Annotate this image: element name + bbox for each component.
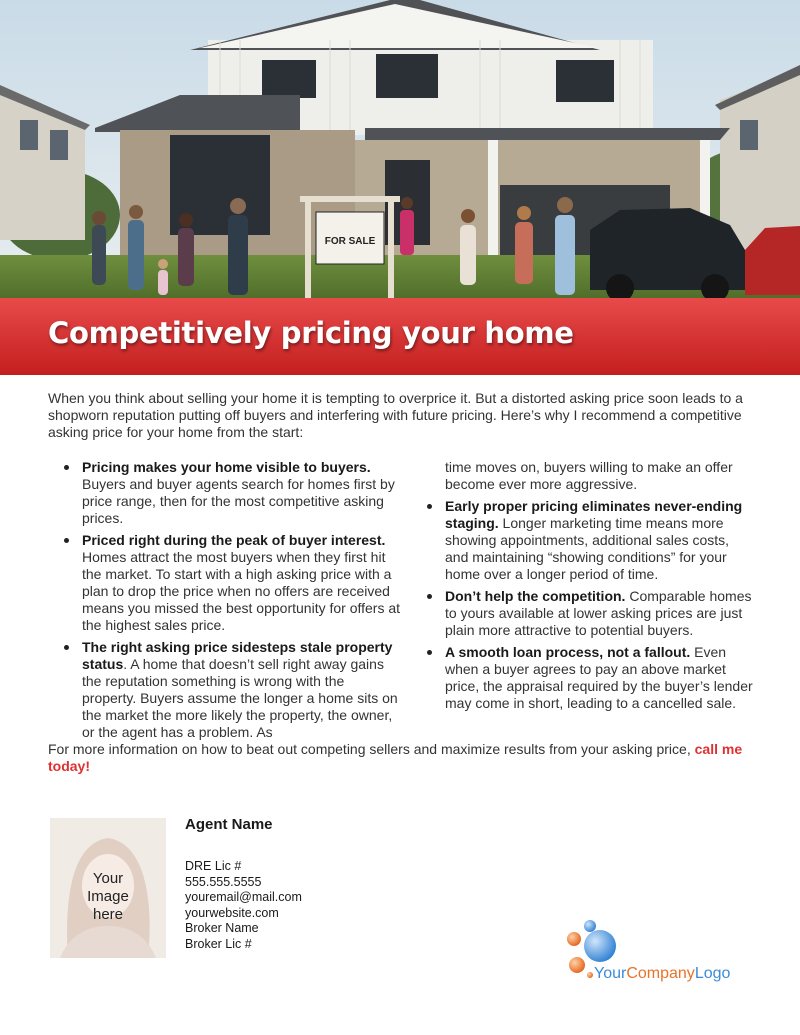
bullets-right-column [425,459,755,717]
broker-license: Broker Lic # [185,936,252,951]
bullet-item [62,532,402,634]
bullet-item [62,459,402,527]
call-to-action: call me today! [48,741,743,774]
bullet-text: Even when a buyer agrees to pay an above market price, the appraisal required by the buyer’s lender may come in short, leading to a cancelled sale. [445,644,753,711]
logo-text-part: Logo [694,965,731,982]
photo-label-line: Your [92,870,124,887]
agent-email: youremail@mail.com [185,890,302,904]
for-sale-sign-text: FOR SALE [324,236,376,247]
bullet-lead: Priced right during the peak of buyer interest. [82,532,386,548]
bullet-text: Comparable homes to yours available at lower asking prices are just plain more attractive to potential buyers. [445,588,752,638]
photo-placeholder-label [50,870,166,924]
intro-paragraph: When you think about selling your home it is tempting to overprice it. But a distorted asking price soon leads to a shopworn reputation putting off buyers and interfering with future pricing. Here’s why I recommend a competitive asking price for your home from the start: [48,390,743,440]
bullet-item [425,588,755,639]
photo-label-line: here [92,906,124,923]
bullet-lead: Don’t help the competition. [445,588,626,604]
bullet-text: Longer marketing time means more showing appointments, additional sales costs, and maintaining “showing conditions” for your home over a longer period of time. [445,515,730,582]
agent-name: Agent Name [185,816,273,833]
bullet-text: Buyers and buyer agents search for homes first by price range, then for the most competitive asking prices. [82,476,395,526]
agent-website: yourwebsite.com [185,905,279,920]
bullets-left-column [62,459,402,746]
bullet-continuation [425,459,755,493]
photo-label-line: Image [87,888,129,905]
bullet-lead: The right asking price sidesteps stale property status [82,639,393,672]
broker-name: Broker Name [185,921,259,935]
logo-text-part: Your [594,965,627,982]
bullet-lead: Pricing makes your home visible to buyers. [82,459,371,475]
company-logo [562,918,762,988]
bullet-item [425,644,755,712]
hero-banner [0,0,800,375]
closing-text: For more information on how to beat out competing sellers and maximize results from your asking price, [48,741,695,757]
bullet-item [62,639,402,741]
logo-text-part: Company [626,965,695,982]
agent-photo-placeholder[interactable] [50,818,166,958]
bullet-lead: A smooth loan process, not a fallout. [445,644,691,660]
bullet-text: Homes attract the most buyers when they first hit the market. To start with a high asking price with a plan to drop the price when no offers are received means you missed the best opportunity for offers at the highest sales price. [82,549,401,633]
bullet-lead: Early proper pricing eliminates never-ending staging. [445,498,743,531]
logo-text [594,965,730,983]
bullet-item [425,498,755,583]
bullet-text: . A home that doesn’t sell right away gains the reputation something is wrong with the property. Buyers assume the longer a home sits on the market the more likely the property, the owner, or the agent has a problem. As [82,656,398,740]
page-title: Competitively pricing your home [48,316,574,350]
agent-contact-block [185,859,302,952]
closing-paragraph [48,741,758,775]
agent-dre-license: DRE Lic # [185,859,242,873]
bullet-continuation-text: time moves on, buyers willing to make an offer become ever more aggressive. [445,459,733,492]
agent-phone: 555.555.5555 [185,874,262,889]
